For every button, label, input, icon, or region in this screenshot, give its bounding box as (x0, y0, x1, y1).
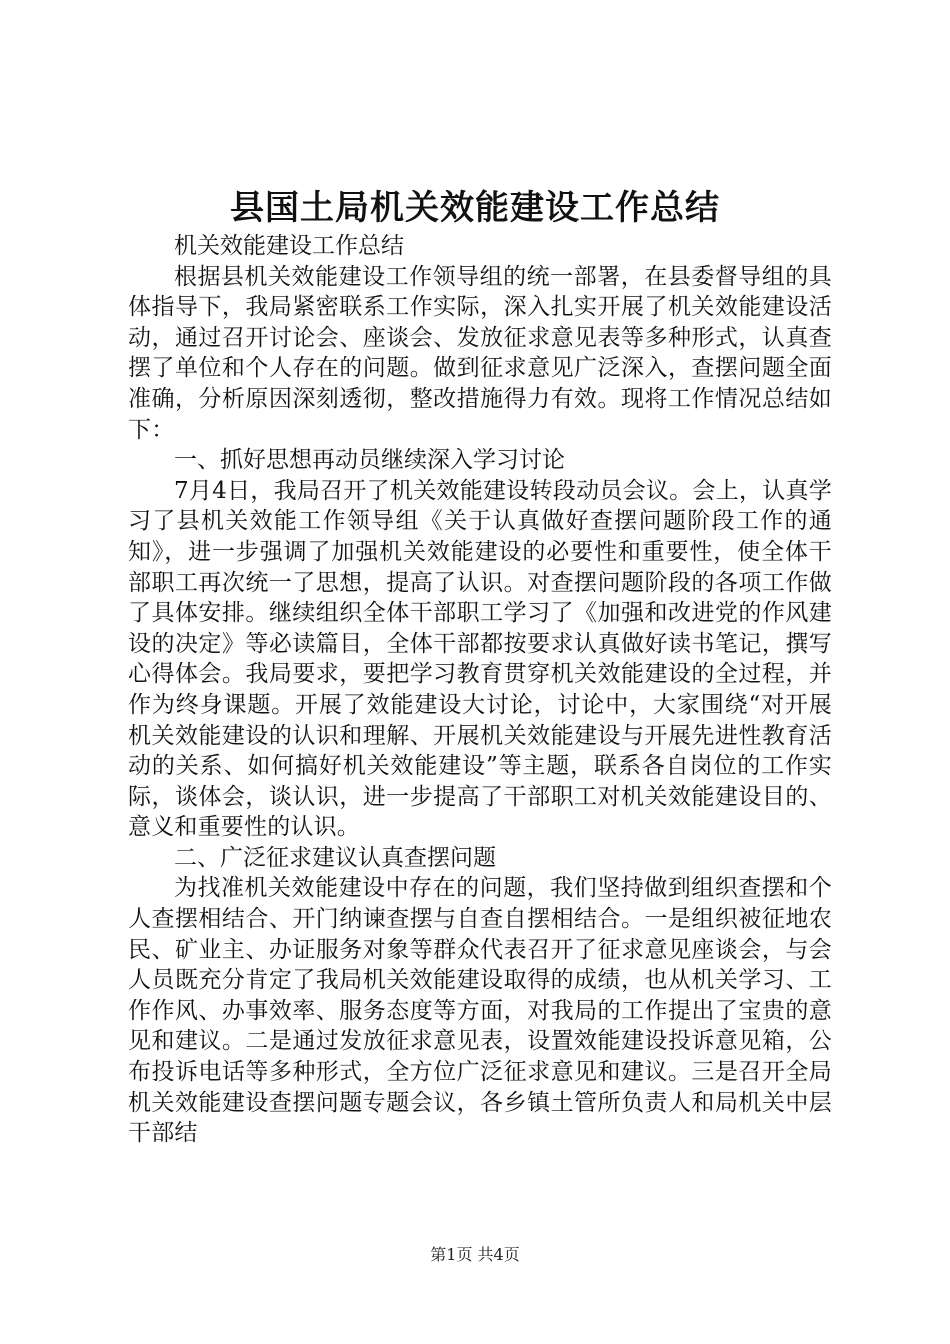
paragraph-section-1: 7月4日，我局召开了机关效能建设转段动员会议。会上，认真学习了县机关效能工作领导组《关于认真做好查摆问题阶段工作的通知》，进一步强调了加强机关效能建设的必要性和重要性，使全体干部职工再次统一了思想，提高了认识。对查摆问题阶段的各项工作做了具体安排。继续组织全体干部职工学习了《加强和改进党的作风建设的决定》等必读篇目，全体干部都按要求认真做好读书笔记，撰写心得体会。我局要求，要把学习教育贯穿机关效能建设的全过程，并作为终身课题。开展了效能建设大讨论，讨论中，大家围绕“对开展机关效能建设的认识和理解、开展机关效能建设与开展先进性教育活动的关系、如何搞好机关效能建设”等主题，联系各自岗位的工作实际，谈体会，谈认识，进一步提高了干部职工对机关效能建设目的、意义和重要性的认识。 (128, 477, 832, 841)
subtitle: 机关效能建设工作总结 (174, 233, 404, 259)
section-heading-1: 一、抓好思想再动员继续深入学习讨论 (174, 447, 565, 474)
document-body (128, 231, 832, 1149)
document-title: 县国土局机关效能建设工作总结 (230, 188, 720, 228)
paragraph-section-2: 为找准机关效能建设中存在的问题，我们坚持做到组织查摆和个人查摆相结合、开门纳谏查摆与自查自摆相结合。一是组织被征地农民、矿业主、办证服务对象等群众代表召开了征求意见座谈会，与会人员既充分肯定了我局机关效能建设取得的成绩，也从机关学习、工作作风、办事效率、服务态度等方面，对我局的工作提出了宝贵的意见和建议。二是通过发放征求意见表，设置效能建设投诉意见箱，公布投诉电话等多种形式，全方位广泛征求意见和建议。三是召开全局机关效能建设查摆问题专题会议，各乡镇土管所负责人和局机关中层干部结 (128, 875, 832, 1147)
paragraph-intro: 根据县机关效能建设工作领导组的统一部署，在县委督导组的具体指导下，我局紧密联系工作实际，深入扎实开展了机关效能建设活动，通过召开讨论会、座谈会、发放征求意见表等多种形式，认真查摆了单位和个人存在的问题。做到征求意见广泛深入，查摆问题全面准确，分析原因深刻透彻，整改措施得力有效。现将工作情况总结如下： (128, 263, 832, 443)
section-heading-2: 二、广泛征求建议认真查摆问题 (174, 844, 496, 871)
page-number: 第1页 共4页 (430, 1245, 520, 1264)
